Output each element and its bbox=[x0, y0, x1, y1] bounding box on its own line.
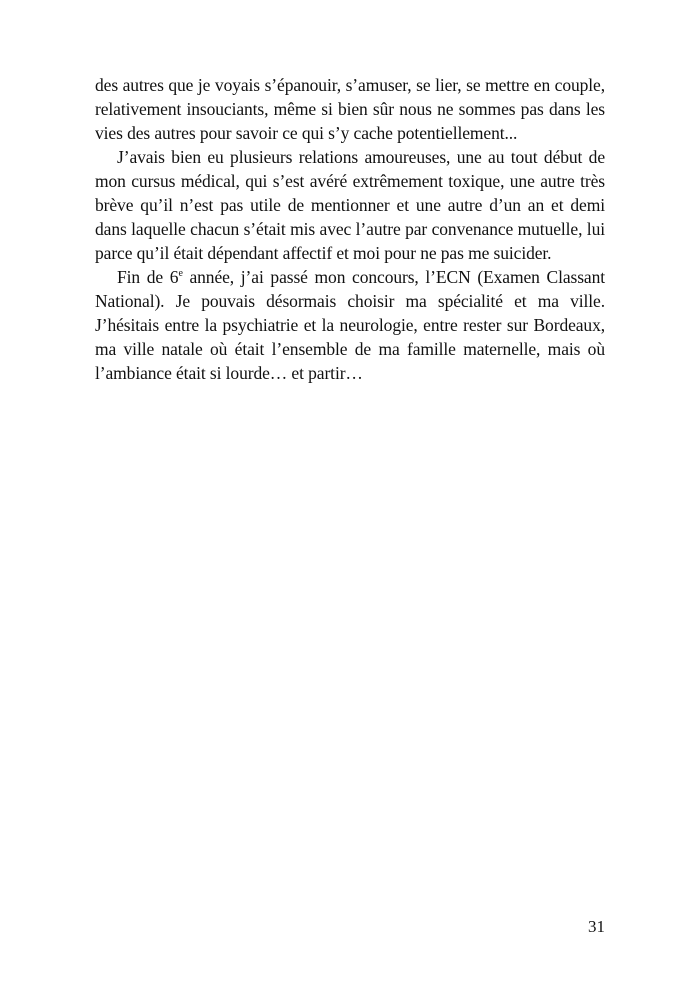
paragraph-3 bbox=[95, 265, 605, 385]
paragraph-2: J’avais bien eu plusieurs relations amoureuses, une au tout début de mon cursus médical, qui s’est avéré extrêmement toxique, une autre très brève qu’il n’est pas utile de mentionner et une autre d’un an et demi dans laquelle chacun s’était mis avec l’autre par convenance mutuelle, lui parce qu’il était dépendant affectif et moi pour ne pas me suicider. bbox=[95, 147, 605, 263]
paragraph-3-rest: année, j’ai passé mon concours, l’ECN (Examen Classant National). Je pouvais désormais choisir ma spécialité et ma ville. J’hésitais entre la psychiatrie et la neurologie, entre rester sur Bordeaux, ma ville natale où était l’ensemble de ma famille maternelle, mais où l’ambiance était si lourde… et partir… bbox=[95, 267, 605, 383]
page-number: 31 bbox=[588, 917, 605, 936]
ordinal-superscript: e bbox=[178, 268, 183, 279]
body-text bbox=[95, 73, 605, 385]
paragraph-3-start: Fin de 6 bbox=[117, 267, 179, 287]
paragraph-1: des autres que je voyais s’épanouir, s’amuser, se lier, se mettre en couple, relativement insouciants, même si bien sûr nous ne sommes pas dans les vies des autres pour savoir ce qui s’y cache potentiellement... bbox=[95, 75, 605, 143]
